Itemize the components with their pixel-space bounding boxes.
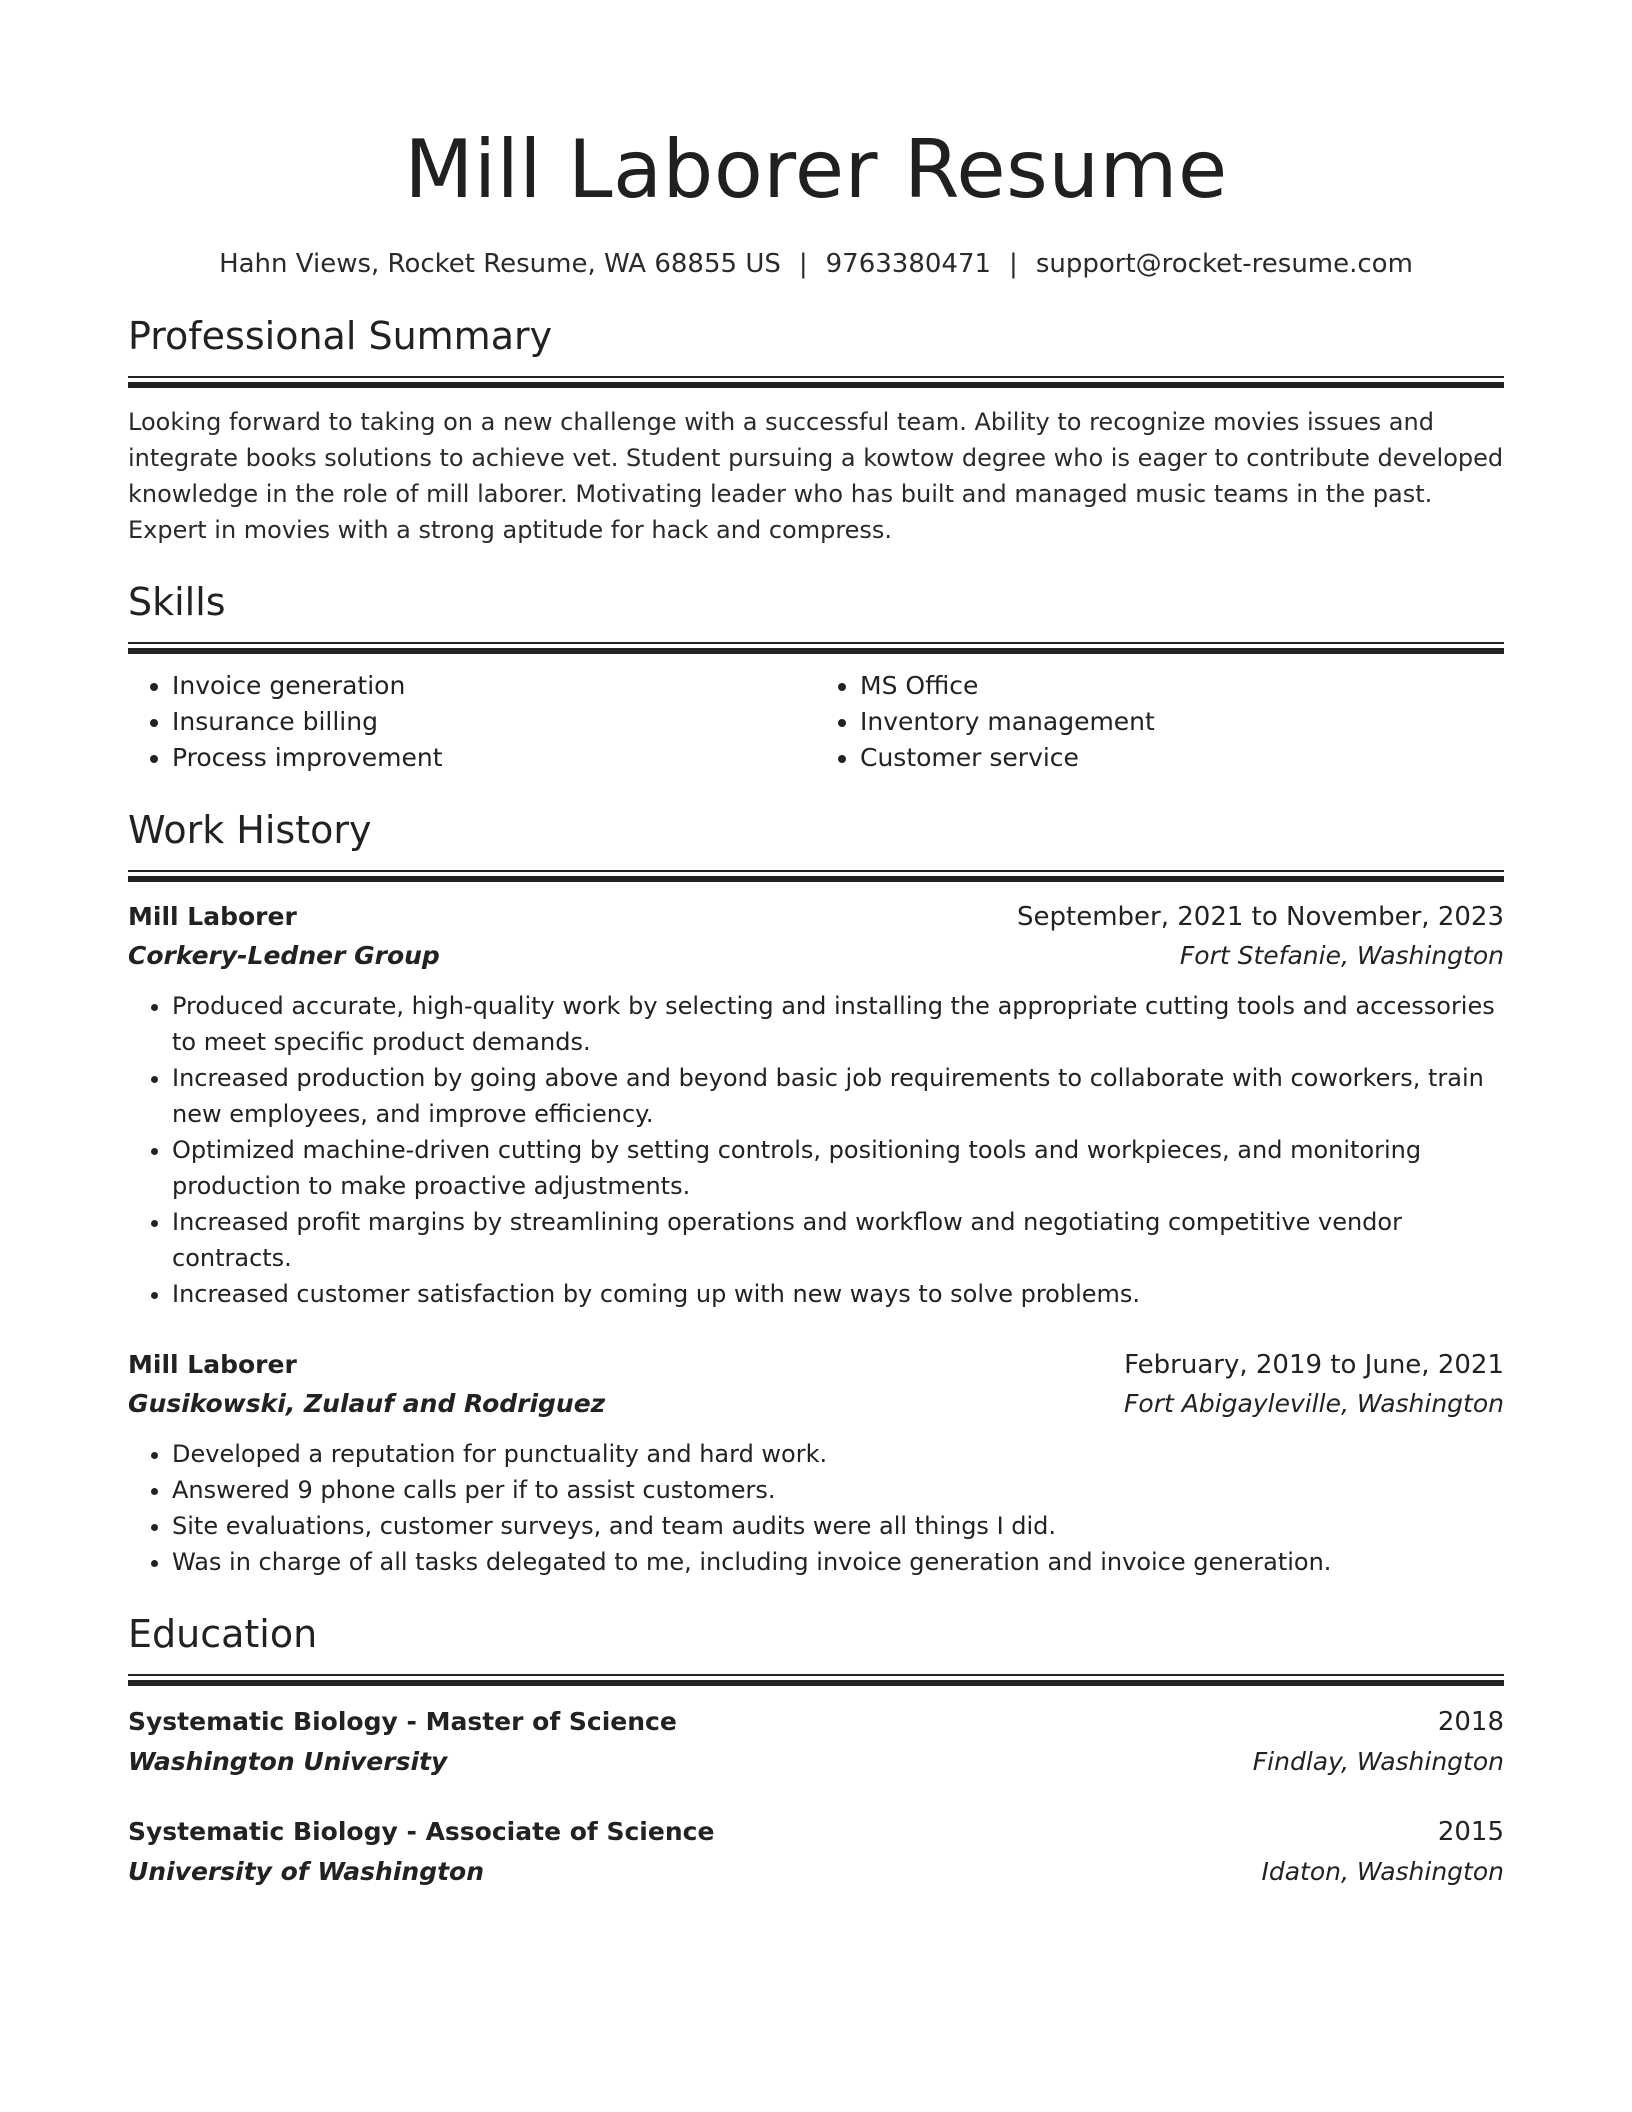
skills-columns xyxy=(128,668,1504,776)
section-divider xyxy=(128,870,1504,882)
contact-phone: 9763380471 xyxy=(825,249,992,279)
list-item: • Increased customer satisfaction by coming up with new ways to solve problems. xyxy=(172,1276,1504,1312)
summary-section xyxy=(128,312,1504,548)
section-divider xyxy=(128,376,1504,388)
job-company: Gusikowski, Zulauf and Rodriguez xyxy=(128,1389,606,1418)
job-company-row xyxy=(128,1384,1504,1424)
section-title: Skills xyxy=(128,580,226,624)
education-school-row xyxy=(128,1742,1504,1782)
education-header-row xyxy=(128,1812,1504,1852)
job-title: Mill Laborer xyxy=(128,1350,297,1379)
education-location: Findlay, Washington xyxy=(1252,1747,1504,1776)
education-school: University of Washington xyxy=(128,1857,485,1886)
contact-line xyxy=(128,246,1504,282)
job-location: Fort Abigayleville, Washington xyxy=(1124,1389,1504,1418)
contact-separator: | xyxy=(1009,249,1018,279)
job-entry xyxy=(128,1346,1504,1580)
section-title: Work History xyxy=(128,808,372,852)
list-item: • Answered 9 phone calls per if to assist customers. xyxy=(172,1472,1504,1508)
skill-item: • Process improvement xyxy=(172,740,816,776)
job-dates: September, 2021 to November, 2023 xyxy=(1017,902,1504,932)
job-location: Fort Stefanie, Washington xyxy=(1179,941,1504,970)
list-item: • Increased production by going above and beyond basic job requirements to collaborate with coworkers, train new employees, and improve efficiency. xyxy=(172,1060,1504,1132)
education-header-row xyxy=(128,1702,1504,1742)
contact-separator: | xyxy=(798,249,808,279)
work-history-section xyxy=(128,806,1504,1580)
section-title: Professional Summary xyxy=(128,314,553,358)
list-item: • Site evaluations, customer surveys, and team audits were all things I did. xyxy=(172,1508,1504,1544)
education-school: Washington University xyxy=(128,1747,448,1776)
job-header-row xyxy=(128,1346,1504,1384)
list-item: • Was in charge of all tasks delegated to me, including invoice generation and invoice generation. xyxy=(172,1544,1504,1580)
education-section xyxy=(128,1610,1504,1892)
contact-address: Hahn Views, Rocket Resume, WA 68855 US xyxy=(219,249,781,279)
education-year: 2015 xyxy=(1437,1817,1504,1847)
education-location: Idaton, Washington xyxy=(1261,1857,1504,1886)
list-item: • Developed a reputation for punctuality and hard work. xyxy=(172,1436,1504,1472)
skill-item: • Invoice generation xyxy=(172,668,816,704)
education-entry xyxy=(128,1812,1504,1892)
skill-item: • Customer service xyxy=(860,740,1504,776)
job-company-row xyxy=(128,936,1504,976)
list-item: • Produced accurate, high-quality work by selecting and installing the appropriate cutting tools and accessories to meet specific product demands. xyxy=(172,988,1504,1060)
skill-item: • MS Office xyxy=(860,668,1504,704)
skills-list-right xyxy=(816,668,1504,776)
job-entry xyxy=(128,898,1504,1312)
job-title: Mill Laborer xyxy=(128,902,297,931)
contact-email: support@rocket-resume.com xyxy=(1035,249,1413,279)
education-entry xyxy=(128,1702,1504,1782)
section-divider xyxy=(128,642,1504,654)
education-school-row xyxy=(128,1852,1504,1892)
education-year: 2018 xyxy=(1437,1707,1504,1737)
list-item: • Increased profit margins by streamlining operations and workflow and negotiating competitive vendor contracts. xyxy=(172,1204,1504,1276)
list-item: • Optimized machine-driven cutting by setting controls, positioning tools and workpieces, and monitoring production to make proactive adjustments. xyxy=(172,1132,1504,1204)
section-title: Education xyxy=(128,1612,318,1656)
skill-item: • Insurance billing xyxy=(172,704,816,740)
skills-section xyxy=(128,578,1504,776)
skill-item: • Inventory management xyxy=(860,704,1504,740)
education-degree: Systematic Biology - Associate of Science xyxy=(128,1817,715,1846)
job-bullets xyxy=(128,988,1504,1312)
job-company: Corkery-Ledner Group xyxy=(128,941,440,970)
skills-list-left xyxy=(128,668,816,776)
page-title: Mill Laborer Resume xyxy=(404,123,1228,216)
education-degree: Systematic Biology - Master of Science xyxy=(128,1707,677,1736)
section-divider xyxy=(128,1674,1504,1686)
job-dates: February, 2019 to June, 2021 xyxy=(1124,1350,1504,1380)
summary-text: Looking forward to taking on a new challenge with a successful team. Ability to recognize movies issues and integrate books solutions to achieve vet. Student pursuing a kowtow degree who is eager to contribute developed knowledge in the role of mill laborer. Motivating leader who has built and managed music teams in the past. Expert in movies with a strong aptitude for hack and compress. xyxy=(128,408,1504,544)
job-bullets xyxy=(128,1436,1504,1580)
job-header-row xyxy=(128,898,1504,936)
